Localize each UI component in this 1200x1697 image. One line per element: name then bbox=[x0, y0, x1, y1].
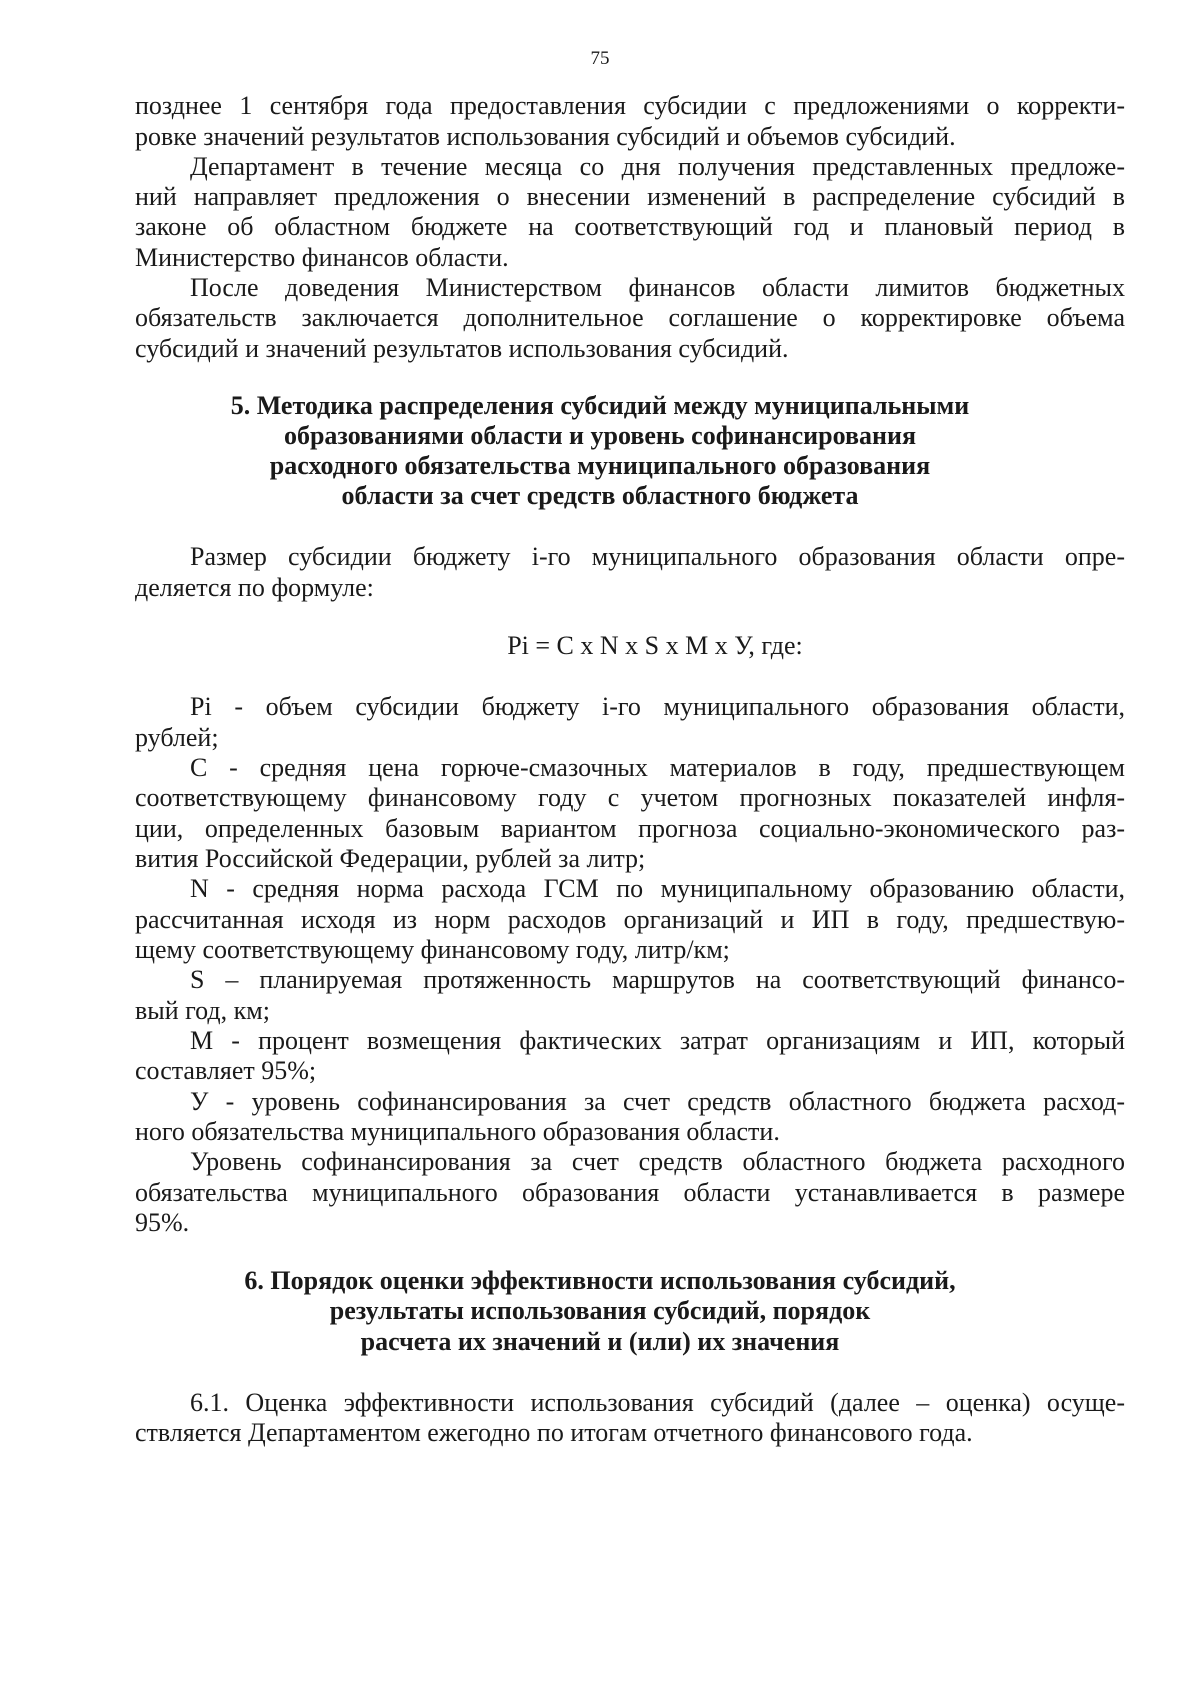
formula: Pi = С x N x S x M x У, где: bbox=[507, 631, 803, 660]
definition-c-line-2: соответствующему финансовому году с учетом прогнозных показателей инфля- bbox=[135, 783, 1125, 812]
definition-u-line-2: ного обязательства муниципального образования области. bbox=[135, 1117, 780, 1146]
definition-c-line-3: ции, определенных базовым вариантом прогноза социально-экономического раз- bbox=[135, 814, 1125, 843]
paragraph-4-line-1: Размер субсидии бюджету i-го муниципального образования области опре- bbox=[190, 542, 1125, 571]
definition-n-line-2: рассчитанная исходя из норм расходов организаций и ИП в году, предшествую- bbox=[135, 905, 1125, 934]
paragraph-2-line-1: Департамент в течение месяца со дня получения представленных предложе- bbox=[190, 152, 1125, 181]
paragraph-2-line-3: законе об областном бюджете на соответствующий год и плановый период в bbox=[135, 212, 1125, 241]
definition-pi-line-2: рублей; bbox=[135, 723, 219, 752]
definition-s-line-1: S – планируемая протяженность маршрутов на соответствующий финансо- bbox=[190, 965, 1125, 994]
section-6-heading-line-2: результаты использования субсидий, порядок bbox=[329, 1296, 871, 1325]
paragraph-4-line-2: деляется по формуле: bbox=[135, 573, 374, 602]
definition-n-line-1: N - средняя норма расхода ГСМ по муниципальному образованию области, bbox=[190, 874, 1125, 903]
definition-s-line-2: вый год, км; bbox=[135, 996, 270, 1025]
paragraph-6-line-1: 6.1. Оценка эффективности использования субсидий (далее – оценка) осуще- bbox=[190, 1388, 1125, 1417]
paragraph-2-line-4: Министерство финансов области. bbox=[135, 243, 509, 272]
paragraph-3-line-3: субсидий и значений результатов использования субсидий. bbox=[135, 334, 789, 363]
section-5-heading-line-1: 5. Методика распределения субсидий между муниципальными bbox=[230, 391, 970, 420]
paragraph-3-line-1: После доведения Министерством финансов области лимитов бюджетных bbox=[190, 273, 1125, 302]
paragraph-5-line-3: 95%. bbox=[135, 1208, 190, 1237]
paragraph-1-line-1: позднее 1 сентября года предоставления субсидии с предложениями о корректи- bbox=[135, 91, 1125, 120]
paragraph-3-line-2: обязательств заключается дополнительное соглашение о корректировке объема bbox=[135, 303, 1125, 332]
page-number: 75 bbox=[590, 48, 610, 69]
definition-c-line-1: С - средняя цена горюче-смазочных материалов в году, предшествующем bbox=[190, 753, 1125, 782]
section-5-heading-line-3: расходного обязательства муниципального образования bbox=[269, 451, 931, 480]
definition-n-line-3: щему соответствующему финансовому году, литр/км; bbox=[135, 935, 730, 964]
paragraph-5-line-2: обязательства муниципального образования области устанавливается в размере bbox=[135, 1178, 1125, 1207]
definition-c-line-4: вития Российской Федерации, рублей за литр; bbox=[135, 844, 646, 873]
section-5-heading-line-4: области за счет средств областного бюджета bbox=[341, 481, 859, 510]
paragraph-2-line-2: ний направляет предложения о внесении изменений в распределение субсидий в bbox=[135, 182, 1125, 211]
section-5-heading-line-2: образованиями области и уровень софинансирования bbox=[283, 421, 917, 450]
definition-m-line-2: составляет 95%; bbox=[135, 1056, 317, 1085]
paragraph-5-line-1: Уровень софинансирования за счет средств областного бюджета расходного bbox=[190, 1147, 1125, 1176]
section-6-heading-line-3: расчета их значений и (или) их значения bbox=[360, 1327, 840, 1356]
definition-m-line-1: M - процент возмещения фактических затрат организациям и ИП, который bbox=[190, 1026, 1125, 1055]
paragraph-1-line-2: ровке значений результатов использования субсидий и объемов субсидий. bbox=[135, 122, 956, 151]
paragraph-6-line-2: ствляется Департаментом ежегодно по итогам отчетного финансового года. bbox=[135, 1418, 973, 1447]
section-6-heading-line-1: 6. Порядок оценки эффективности использования субсидий, bbox=[244, 1266, 956, 1295]
definition-u-line-1: У - уровень софинансирования за счет средств областного бюджета расход- bbox=[190, 1087, 1125, 1116]
definition-pi-line-1: Pi - объем субсидии бюджету i-го муниципального образования области, bbox=[190, 692, 1125, 721]
